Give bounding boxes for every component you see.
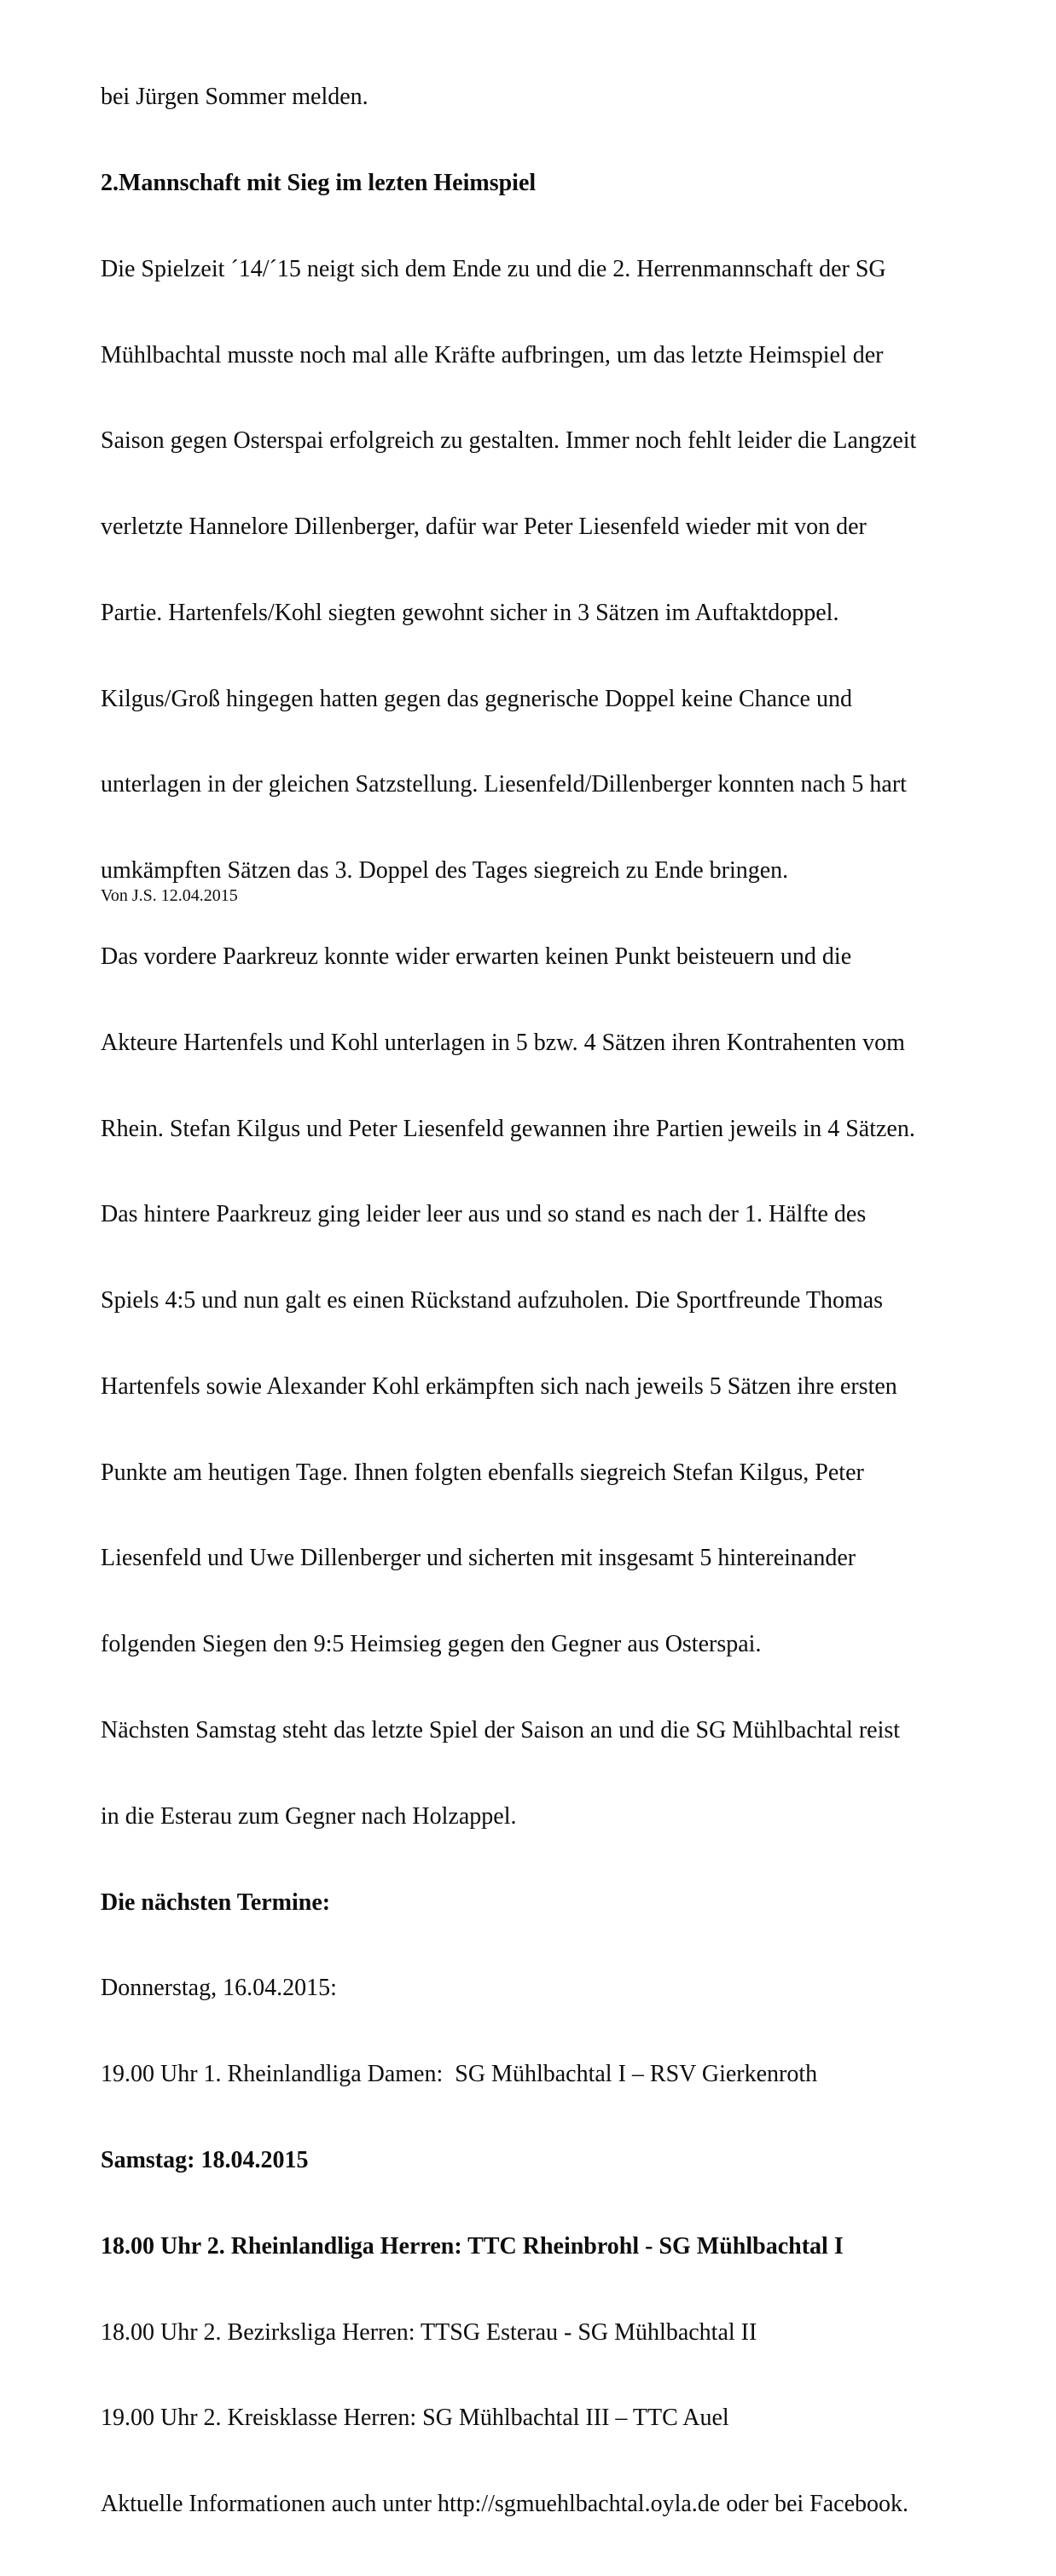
body-line: Partie. Hartenfels/Kohl siegten gewohnt sicher in 3 Sätzen im Auftaktdoppel. — [101, 599, 839, 626]
byline: Von J.S. 12.04.2015 — [101, 886, 238, 905]
body-line: in die Esterau zum Gegner nach Holzappel. — [101, 1802, 517, 1830]
body-line: Rhein. Stefan Kilgus und Peter Liesenfeld gewannen ihre Partien jeweils in 4 Sätzen. — [101, 1115, 915, 1142]
schedule-line: Donnerstag, 16.04.2015: — [101, 1975, 337, 2002]
body-line: Saison gegen Osterspai erfolgreich zu gestalten. Immer noch fehlt leider die Langzeit — [101, 427, 917, 455]
body-line: Kilgus/Groß hingegen hatten gegen das gegnerische Doppel keine Chance und — [101, 685, 852, 712]
body-line: verletzte Hannelore Dillenberger, dafür war Peter Liesenfeld wieder mit von der — [101, 513, 867, 541]
schedule-line: 19.00 Uhr 1. Rheinlandliga Damen: SG Mühlbachtal I – RSV Gierkenroth — [101, 2061, 818, 2088]
schedule-line-highlighted: 18.00 Uhr 2. Rheinlandliga Herren: TTC Rheinbrohl - SG Mühlbachtal I — [101, 2232, 844, 2260]
schedule-line: 18.00 Uhr 2. Bezirksliga Herren: TTSG Esterau - SG Mühlbachtal II — [101, 2318, 757, 2346]
info-line: Aktuelle Informationen auch unter http://sgmuehlbachtal.oyla.de oder bei Facebook. — [101, 2491, 909, 2518]
body-line: Hartenfels sowie Alexander Kohl erkämpften sich nach jeweils 5 Sätzen ihre ersten — [101, 1372, 897, 1400]
body-line: Die Spielzeit ´14/´15 neigt sich dem Ende zu und die 2. Herrenmannschaft der SG — [101, 255, 886, 282]
body-line: Das vordere Paarkreuz konnte wider erwarten keinen Punkt beisteuern und die — [101, 943, 852, 970]
body-line: folgenden Siegen den 9:5 Heimsieg gegen den Gegner aus Osterspai. — [101, 1631, 762, 1658]
schedule-date-heading: Samstag: 18.04.2015 — [101, 2146, 309, 2173]
body-line: Das hintere Paarkreuz ging leider leer aus und so stand es nach der 1. Hälfte des — [101, 1201, 867, 1228]
body-line: umkämpften Sätzen das 3. Doppel des Tages siegreich zu Ende bringen. — [101, 857, 789, 885]
body-line: Liesenfeld und Uwe Dillenberger und sicherten mit insgesamt 5 hintereinander — [101, 1545, 856, 1572]
article-text — [101, 26, 971, 2576]
body-line: bei Jürgen Sommer melden. — [101, 84, 368, 111]
body-line: Nächsten Samstag steht das letzte Spiel der Saison an und die SG Mühlbachtal reist — [101, 1717, 901, 1744]
schedule-line: 19.00 Uhr 2. Kreisklasse Herren: SG Mühlbachtal III – TTC Auel — [101, 2405, 729, 2432]
body-line: Akteure Hartenfels und Kohl unterlagen in 5 bzw. 4 Sätzen ihren Kontrahenten vom — [101, 1029, 905, 1056]
body-line: Punkte am heutigen Tage. Ihnen folgten ebenfalls siegreich Stefan Kilgus, Peter — [101, 1459, 864, 1486]
section-heading-match-report: 2.Mannschaft mit Sieg im lezten Heimspiel — [101, 169, 537, 196]
body-line: unterlagen in der gleichen Satzstellung. Liesenfeld/Dillenberger konnten nach 5 hart — [101, 771, 907, 798]
body-line: Spiels 4:5 und nun galt es einen Rückstand aufzuholen. Die Sportfreunde Thomas — [101, 1287, 884, 1314]
body-line: Mühlbachtal musste noch mal alle Kräfte aufbringen, um das letzte Heimspiel der — [101, 341, 884, 368]
section-heading-termine: Die nächsten Termine: — [101, 1888, 331, 1916]
